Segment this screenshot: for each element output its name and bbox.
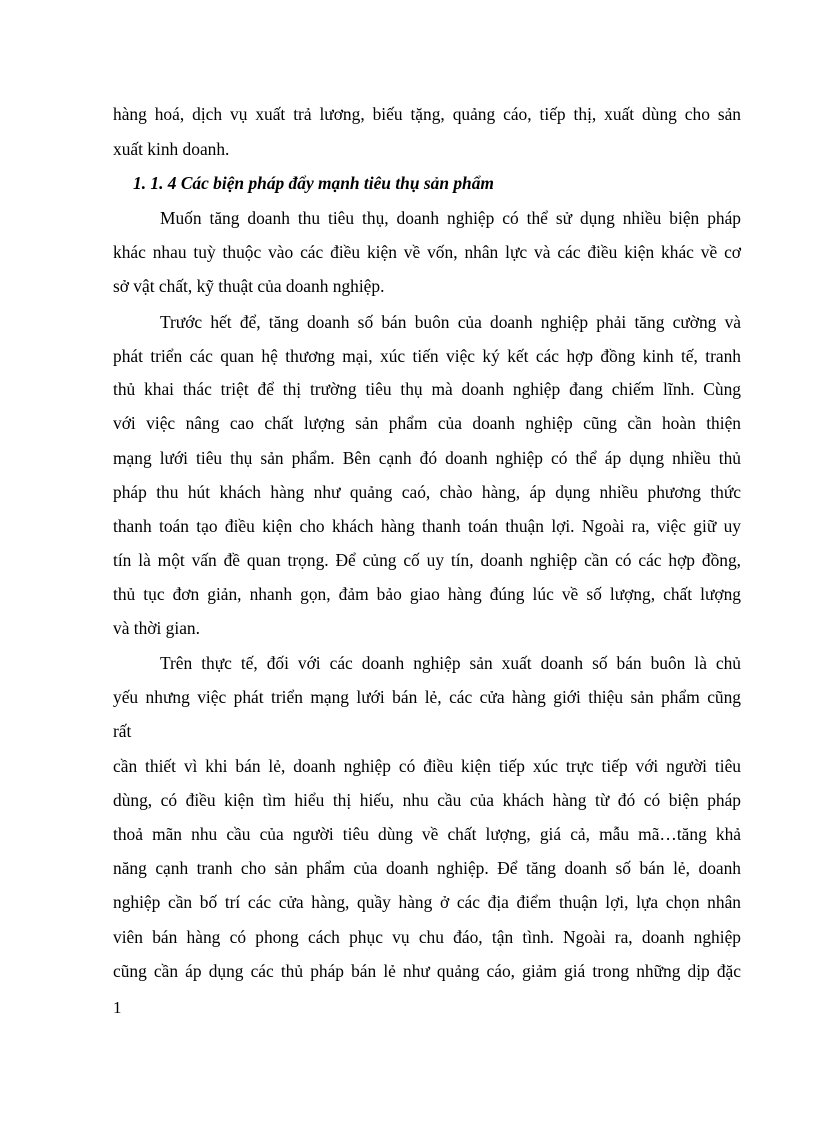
text-line: dùng, có điều kiện tìm hiểu thị hiếu, nhu cầu của khách hàng từ đó có biện pháp (113, 790, 741, 810)
page-number: 1 (113, 998, 122, 1017)
text-line: rất (113, 721, 132, 741)
text-line: cần thiết vì khi bán lẻ, doanh nghiệp có điều kiện tiếp xúc trực tiếp với người tiêu (113, 756, 741, 776)
text-line: nghiệp cần bố trí các cửa hàng, quầy hàng ở các địa điểm thuận lợi, lựa chọn nhân (113, 892, 741, 912)
text-line: với việc nâng cao chất lượng sản phẩm của doanh nghiệp cũng cần hoàn thiện (113, 413, 741, 433)
text-line: năng cạnh tranh cho sản phẩm của doanh nghiệp. Để tăng doanh số bán lẻ, doanh (113, 858, 741, 878)
text-line: viên bán hàng có phong cách phục vụ chu đáo, tận tình. Ngoài ra, doanh nghiệp (113, 927, 741, 947)
text-line: sở vật chất, kỹ thuật của doanh nghiệp. (113, 276, 385, 296)
text-line: xuất kinh doanh. (113, 139, 230, 159)
text-line: và thời gian. (113, 618, 200, 638)
text-line: mạng lưới tiêu thụ sản phẩm. Bên cạnh đó doanh nghiệp có thể áp dụng nhiều thủ (113, 448, 741, 468)
text-line: khác nhau tuỳ thuộc vào các điều kiện về vốn, nhân lực và các điều kiện khác về cơ (113, 242, 741, 262)
text-line: Muốn tăng doanh thu tiêu thụ, doanh nghiệp có thể sử dụng nhiều biện pháp (160, 208, 741, 228)
text-line: thanh toán tạo điều kiện cho khách hàng thanh toán thuận lợi. Ngoài ra, việc giữ uy (113, 516, 741, 536)
text-line: Trước hết để, tăng doanh số bán buôn của doanh nghiệp phải tăng cường và (160, 312, 741, 332)
text-line: cũng cần áp dụng các thủ pháp bán lẻ như quảng cáo, giảm giá trong những dịp đặc (113, 961, 741, 981)
text-line: thủ tục đơn giản, nhanh gọn, đảm bảo giao hàng đúng lúc về số lượng, chất lượng (113, 584, 741, 604)
text-line: hàng hoá, dịch vụ xuất trả lương, biếu tặng, quảng cáo, tiếp thị, xuất dùng cho sản (113, 104, 741, 124)
text-line: Trên thực tế, đối với các doanh nghiệp sản xuất doanh số bán buôn là chủ (160, 653, 741, 673)
text-line: phát triển các quan hệ thương mại, xúc tiến việc ký kết các hợp đồng kinh tế, tranh (113, 346, 741, 366)
text-line: thoả mãn nhu cầu của người tiêu dùng về chất lượng, giá cả, mẫu mã…tăng khả (113, 824, 741, 844)
section-heading: 1. 1. 4 Các biện pháp đẩy mạnh tiêu thụ sản phẩm (133, 173, 494, 193)
text-line: yếu nhưng việc phát triển mạng lưới bán lẻ, các cửa hàng giới thiệu sản phẩm cũng (113, 687, 741, 707)
text-line: thủ khai thác triệt để thị trường tiêu thụ mà doanh nghiệp đang chiếm lĩnh. Cùng (113, 379, 741, 399)
text-line: tín là một vấn đề quan trọng. Để củng cố uy tín, doanh nghiệp cần có các hợp đồng, (113, 550, 741, 570)
text-line: pháp thu hút khách hàng như quảng caó, chào hàng, áp dụng nhiều phương thức (113, 482, 741, 502)
